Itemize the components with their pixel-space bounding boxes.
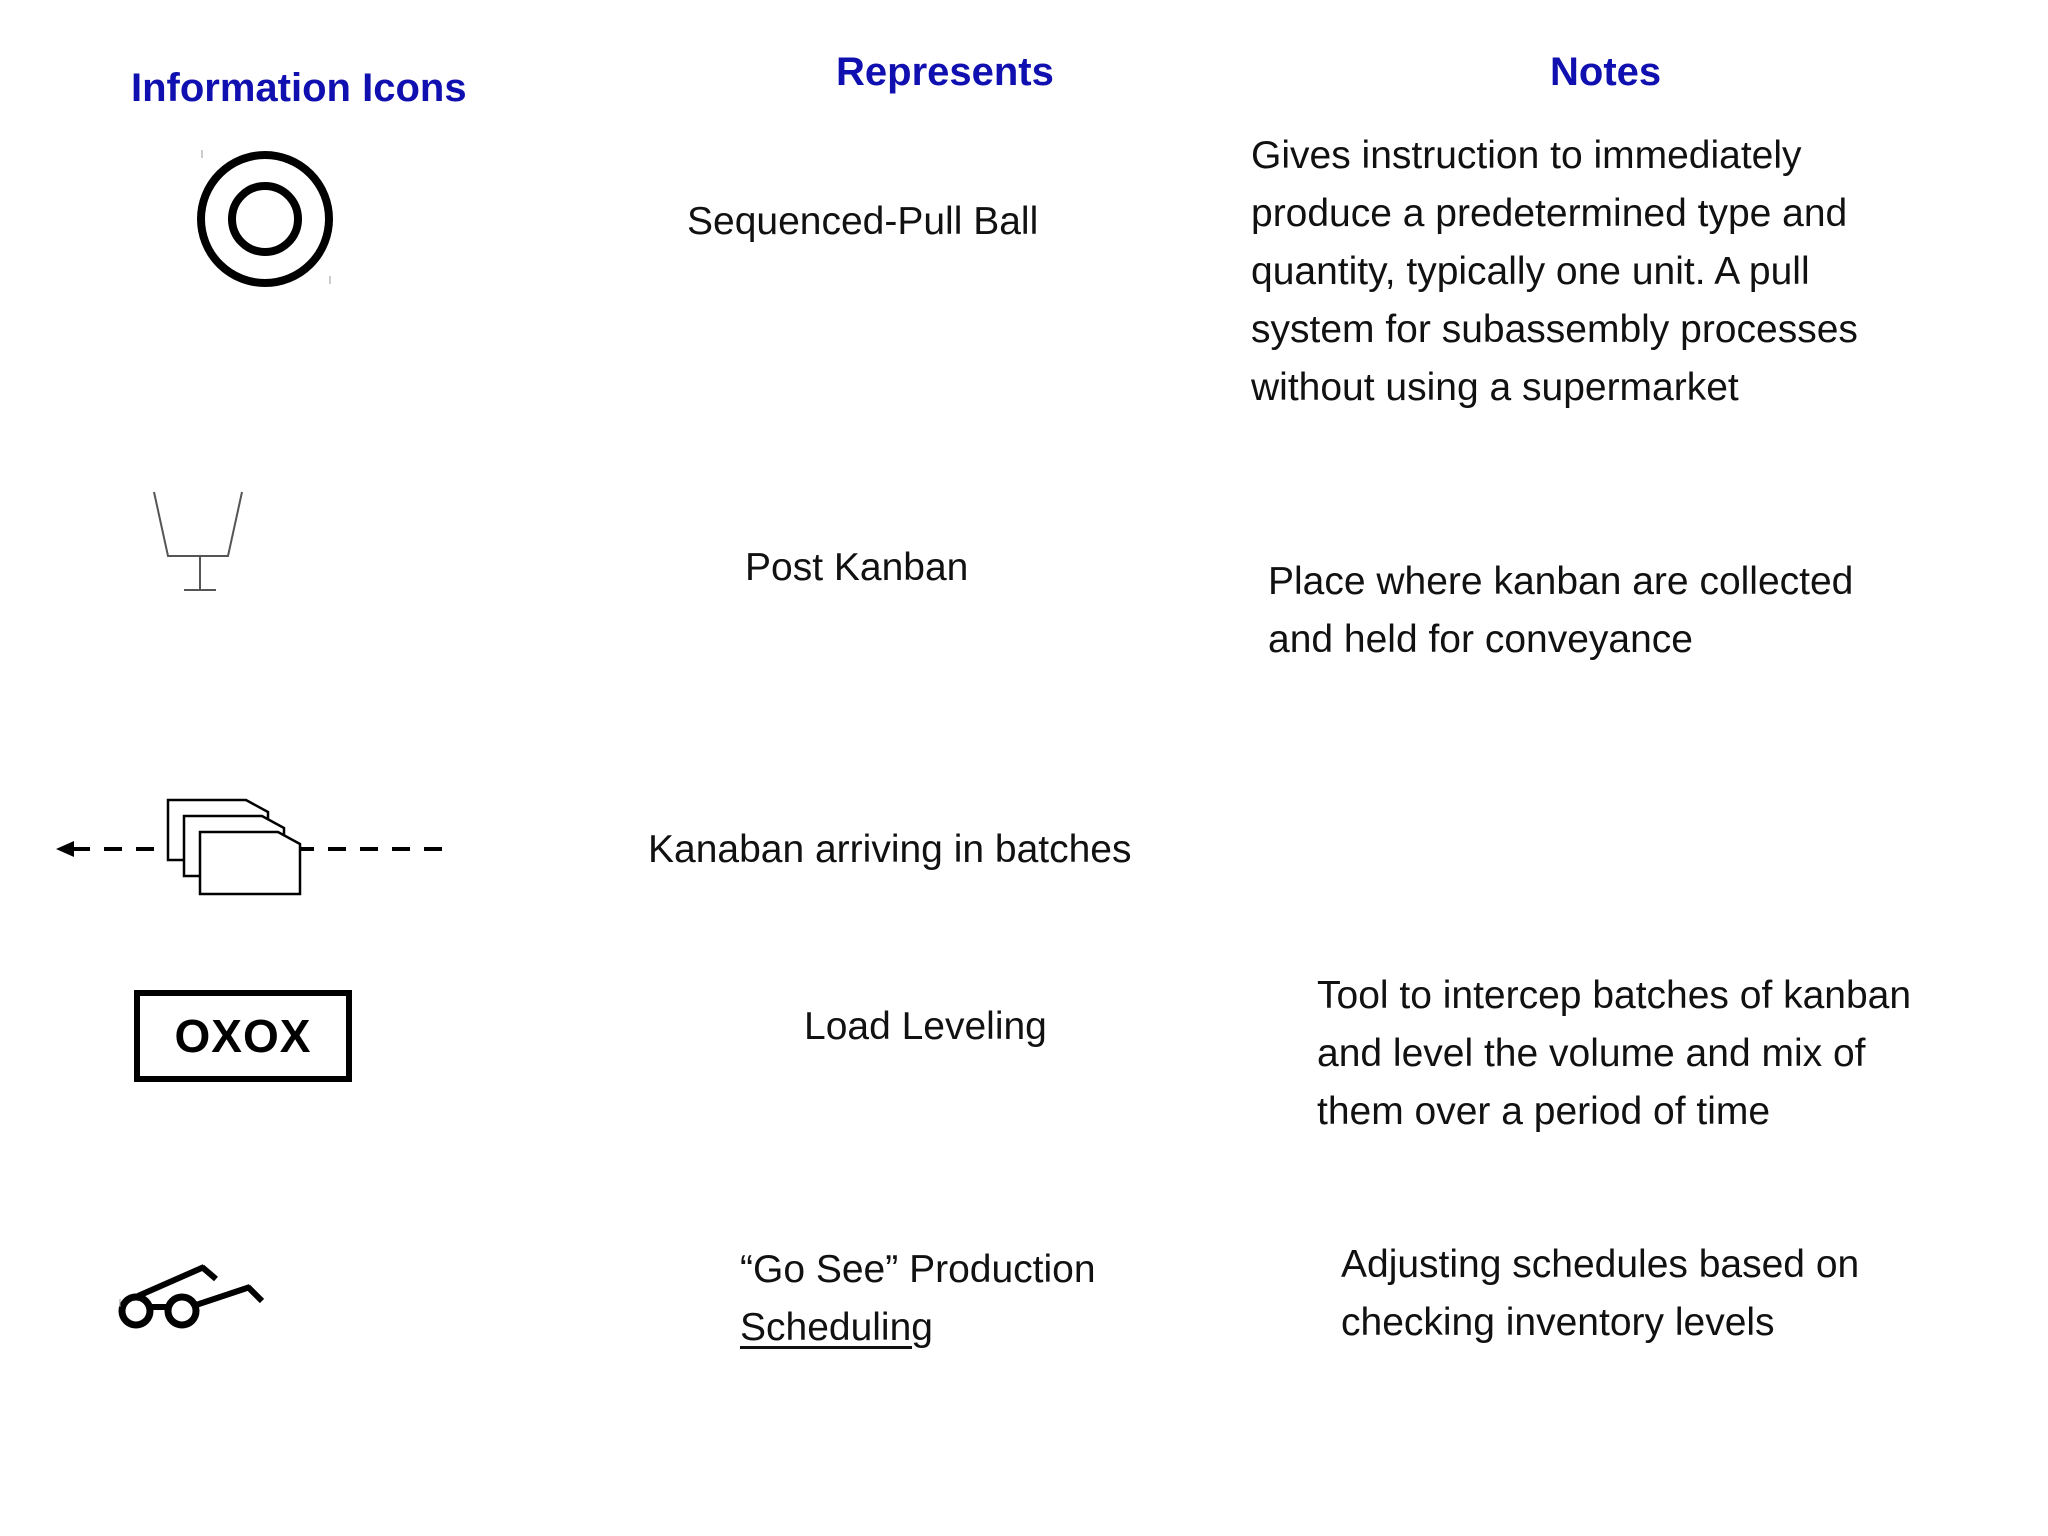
note-line: and held for conveyance <box>1268 618 1693 661</box>
note-line: them over a period of time <box>1317 1090 1771 1133</box>
header-notes: Notes <box>1550 50 1662 94</box>
note-line: Place where kanban are collected <box>1268 560 1854 603</box>
represents-post-kanban: Post Kanban <box>745 546 969 589</box>
note-line: Adjusting schedules based on <box>1341 1243 1860 1286</box>
represents-go-see-line2: Scheduling <box>740 1306 933 1349</box>
notes-load-leveling <box>1317 967 1911 1141</box>
header-information-icons: Information Icons <box>131 66 467 110</box>
note-line: and level the volume and mix of <box>1317 1032 1866 1075</box>
load-leveling-icon-text: OXOX <box>174 1010 312 1062</box>
sequenced-pull-ball-icon <box>190 144 340 294</box>
note-line: Tool to intercep batches of kanban <box>1317 974 1912 1017</box>
go-see-glasses-icon <box>112 1255 272 1335</box>
notes-post-kanban <box>1268 553 1853 669</box>
note-line: produce a predetermined type and <box>1251 192 1848 235</box>
represents-load-leveling: Load Leveling <box>804 1005 1047 1048</box>
note-line: system for subassembly processes <box>1251 308 1858 351</box>
note-line: Gives instruction to immediately <box>1251 134 1802 177</box>
header-represents: Represents <box>836 50 1054 94</box>
note-line: quantity, typically one unit. A pull <box>1251 250 1810 293</box>
represents-sequenced-pull-ball: Sequenced-Pull Ball <box>687 200 1039 243</box>
note-line: checking inventory levels <box>1341 1301 1775 1344</box>
notes-sequenced-pull-ball <box>1251 127 1858 417</box>
post-kanban-icon <box>146 486 256 596</box>
represents-go-see-line1: “Go See” Production <box>740 1248 1096 1291</box>
notes-go-see-scheduling <box>1341 1236 1859 1352</box>
load-leveling-icon <box>134 990 352 1082</box>
represents-kanban-batches: Kanaban arriving in batches <box>648 828 1132 871</box>
note-line: without using a supermarket <box>1251 366 1739 409</box>
kanban-batches-icon <box>50 790 460 905</box>
represents-go-see-scheduling <box>740 1241 1096 1357</box>
